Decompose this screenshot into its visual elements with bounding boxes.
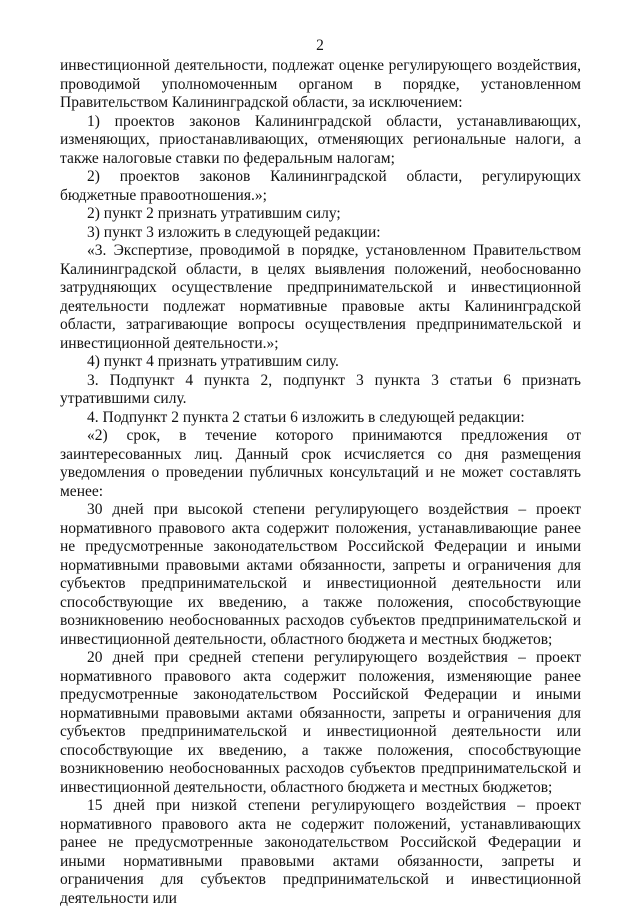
paragraph-deadline: «2) срок, в течение которого принимаются предложения от заинтересованных лиц. Данный срок исчисляется со дня размещения уведомления о проведении публичных консультаций и не может составлять менее:	[60, 427, 581, 500]
paragraph-section-3: 3. Подпункт 4 пункта 2, подпункт 3 пункта 3 статьи 6 признать утратившими силу.	[60, 371, 581, 407]
paragraph-15-days: 15 дней при низкой степени регулирующего воздействия – проект нормативного правового акта не содержит положений, устанавливающих ранее не предусмотренные законодательством Российской Федерации и иными нормативными правовыми актами обязанности, запреты и ограничения для субъектов предпринимательской и инвестиционной деятельности или	[60, 797, 581, 907]
paragraph-point-2-repeal: 2) пункт 2 признать утратившим силу;	[87, 205, 341, 222]
paragraph-20-days: 20 дней при средней степени регулирующего воздействия – проект нормативного правового акта содержит положения, изменяющие ранее предусмотренные законодательством Российской Федерации и иными нормативными правовыми актами обязанности, запреты и ограничения для субъектов предпринимательской и инвестиционной деятельности или способствующие их введению, а также положения, способствующие возникновению необоснованных расходов субъектов предпринимательской и инвестиционной деятельности, областного бюджета и местных бюджетов;	[60, 649, 581, 796]
page-number: 2	[316, 37, 324, 54]
paragraph-item-1: 1) проектов законов Калининградской области, устанавливающих, изменяющих, приостанавливающих, отменяющих региональные налоги, а также налоговые ставки по федеральным налогам;	[60, 112, 581, 167]
paragraph-point-4-repeal: 4) пункт 4 признать утратившим силу.	[87, 353, 339, 370]
paragraph-point-3-text: «3. Экспертизе, проводимой в порядке, установленном Правительством Калининградской области, в целях выявления положений, необоснованно затрудняющих осуществление предпринимательской и инвестиционной деятельности подлежат нормативные правовые акты Калининградской области, затрагивающие вопросы осуществления предпринимательской и инвестиционной деятельности.»;	[60, 242, 581, 352]
paragraph-30-days: 30 дней при высокой степени регулирующего воздействия – проект нормативного правового акта содержит положения, устанавливающие ранее не предусмотренные законодательством Российской Федерации и иными нормативными правовыми актами обязанности, запреты и ограничения для субъектов предпринимательской и инвестиционной деятельности или способствующие их введению, а также положения, способствующие возникновению необоснованных расходов субъектов предпринимательской и инвестиционной деятельности, областного бюджета и местных бюджетов;	[60, 501, 581, 648]
paragraph-continuation: инвестиционной деятельности, подлежат оценке регулирующего воздействия, проводимой уполномоченным органом в порядке, установленном Правительством Калининградской области, за исключением:	[60, 57, 581, 111]
paragraph-point-3-amend: 3) пункт 3 изложить в следующей редакции:	[87, 223, 381, 241]
document-body	[60, 57, 581, 908]
paragraph-section-4: 4. Подпункт 2 пункта 2 статьи 6 изложить в следующей редакции:	[87, 408, 525, 426]
paragraph-item-2: 2) проектов законов Калининградской области, регулирующих бюджетные правоотношения.»;	[60, 168, 581, 204]
